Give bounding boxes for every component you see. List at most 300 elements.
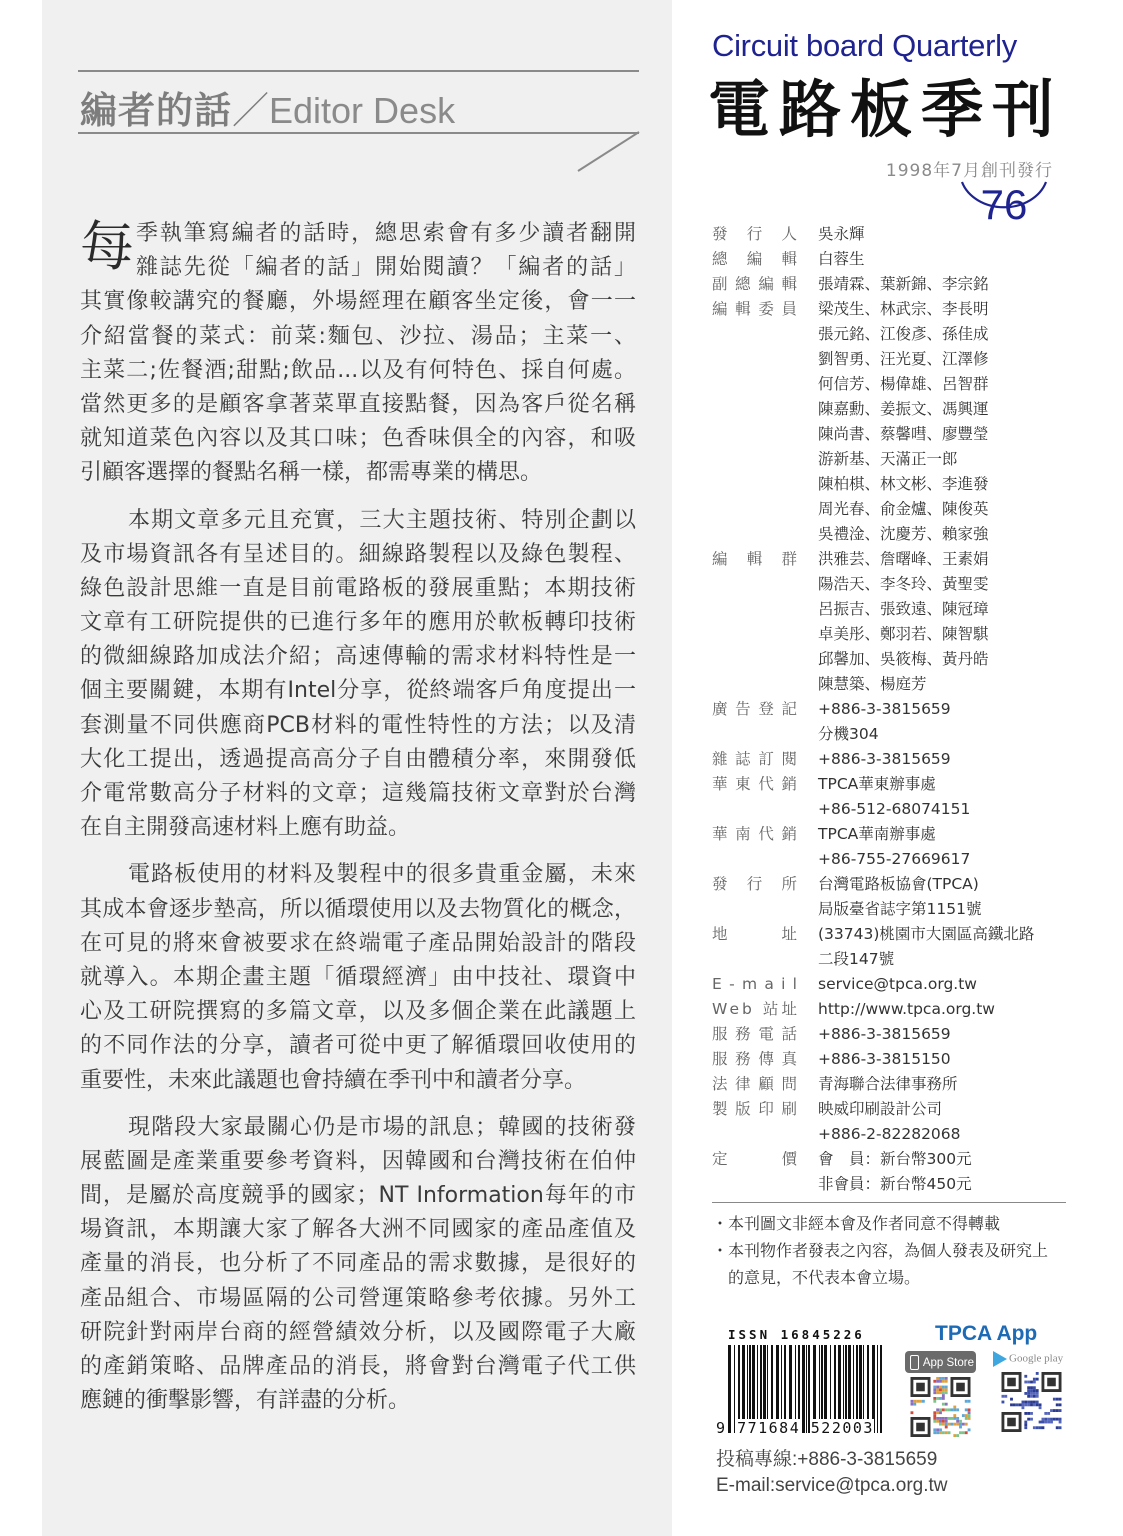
- magazine-title-zh-logo: 電路板季刊: [708, 73, 1064, 146]
- staff-row: [712, 1097, 1072, 1122]
- barcode-bar: [877, 1345, 878, 1433]
- qr-module: [1056, 1418, 1059, 1421]
- article-line: 的微細線路加成法介紹；高速傳輸的需求材料特性是一: [80, 644, 636, 670]
- qr-module: [942, 1394, 945, 1397]
- qr-module: [1056, 1403, 1059, 1406]
- article-line: 介紹當餐的菜式：前菜:麵包、沙拉、湯品；主菜一、: [80, 323, 636, 349]
- qr-module: [948, 1431, 951, 1434]
- article-line: 產品組合、市場區隔的公司營運策略參考依據。另外工: [80, 1285, 636, 1311]
- staff-row: [712, 722, 1072, 747]
- staff-value: +886-3-3815659: [818, 700, 951, 718]
- staff-label-cell: [712, 247, 817, 272]
- qr-module: [962, 1414, 965, 1417]
- staff-label-cell: [712, 422, 797, 447]
- article-line: 引顧客選擇的餐點名稱一樣，都需專業的構思。: [80, 460, 543, 486]
- qr-module: [1059, 1421, 1062, 1424]
- staff-label-cell: [712, 322, 797, 347]
- article-line: 在自主開發高速材料上應有助益。: [80, 815, 411, 841]
- article-paragraph: [80, 504, 636, 846]
- qr-module: [939, 1380, 942, 1383]
- copyright-notes: [712, 1210, 1082, 1291]
- staff-value: http://www.tpca.org.tw: [818, 1000, 995, 1018]
- drop-cap: 每: [80, 215, 134, 278]
- qr-module: [965, 1417, 968, 1420]
- staff-row: [712, 747, 1072, 772]
- article-line: 主菜二;佐餐酒;甜點;飲品...以及有何特色、採自何處。: [80, 357, 636, 383]
- phone-icon: [910, 1355, 919, 1370]
- qr-module: [936, 1377, 939, 1380]
- qr-module: [1059, 1426, 1062, 1429]
- article-line: 在可見的將來會被要求在終端電子產品開始設計的階段: [80, 930, 636, 956]
- qr-module: [1033, 1395, 1036, 1398]
- qr-module: [1010, 1398, 1013, 1401]
- qr-module: [933, 1388, 936, 1391]
- section-title-en: Editor Desk: [269, 90, 456, 131]
- staff-label-cell: [712, 1122, 797, 1147]
- qr-module: [1027, 1389, 1030, 1392]
- qr-module: [1024, 1421, 1027, 1424]
- staff-value: 分機304: [818, 725, 879, 743]
- qr-module: [1024, 1381, 1027, 1384]
- qr-module: [913, 1400, 916, 1403]
- staff-label-cell: [712, 222, 817, 247]
- qr-module: [945, 1408, 948, 1411]
- staff-label-cell: [712, 347, 797, 372]
- article-line: 綠色設計思維一直是目前電路板的發展重點；本期技術: [80, 575, 636, 601]
- article-line: 展藍圖是產業重要參考資料，因韓國和台灣技術在伯仲: [80, 1148, 636, 1174]
- qr-module: [945, 1377, 948, 1380]
- staff-label: 雜誌訂閱: [712, 750, 805, 768]
- staff-row: [712, 497, 1072, 522]
- qr-module: [1042, 1418, 1045, 1421]
- qr-module: [1030, 1395, 1033, 1398]
- qr-module: [939, 1420, 942, 1423]
- qr-module: [959, 1431, 962, 1434]
- staff-label: 製版印刷: [712, 1100, 805, 1118]
- staff-label: 法律顧問: [712, 1075, 805, 1093]
- qr-module: [933, 1428, 936, 1431]
- qr-module: [956, 1408, 959, 1411]
- qr-module: [1004, 1395, 1007, 1398]
- staff-label-cell: [712, 647, 797, 672]
- qr-module: [936, 1397, 939, 1400]
- qr-module: [933, 1420, 936, 1423]
- qr-module: [1036, 1389, 1039, 1392]
- qr-module: [1033, 1426, 1036, 1429]
- staff-label-cell: [712, 772, 805, 797]
- qr-module: [968, 1414, 971, 1417]
- qr-module: [916, 1400, 919, 1403]
- qr-module: [965, 1414, 968, 1417]
- staff-row: [712, 847, 1072, 872]
- qr-module: [1027, 1392, 1030, 1395]
- staff-row: [712, 472, 1072, 497]
- staff-label: 副總編輯: [712, 275, 805, 293]
- qr-module: [936, 1417, 939, 1420]
- qr-module: [1030, 1418, 1033, 1421]
- qr-module: [965, 1400, 968, 1403]
- staff-label-cell: [712, 597, 797, 622]
- staff-row: [712, 547, 1072, 572]
- staff-label-cell: [712, 722, 797, 747]
- staff-list: [712, 222, 1072, 1197]
- google-play-qr-code[interactable]: [1000, 1372, 1063, 1432]
- qr-module: [936, 1420, 939, 1423]
- qr-module: [936, 1391, 939, 1394]
- app-store-qr-code[interactable]: [909, 1377, 972, 1437]
- qr-module: [959, 1426, 962, 1429]
- staff-value: 吳永輝: [818, 225, 865, 243]
- qr-module: [1030, 1401, 1033, 1404]
- staff-row: [712, 1147, 1072, 1172]
- staff-row: [712, 1022, 1072, 1047]
- qr-module: [948, 1408, 951, 1411]
- staff-row: [712, 672, 1072, 697]
- qr-module: [1039, 1406, 1042, 1409]
- staff-label-cell: [712, 747, 805, 772]
- qr-module: [948, 1417, 951, 1420]
- qr-module: [956, 1423, 959, 1426]
- staff-row: [712, 247, 1072, 272]
- note-disclaimer: ・本刊物作者發表之內容，為個人發表及研究上: [712, 1241, 1049, 1260]
- qr-module: [1033, 1378, 1036, 1381]
- qr-module: [951, 1423, 954, 1426]
- qr-module: [1027, 1386, 1030, 1389]
- app-title: TPCA App: [935, 1322, 1038, 1345]
- staff-label: E-mail: [712, 975, 805, 993]
- google-play-badge[interactable]: [993, 1351, 1063, 1367]
- qr-module: [936, 1388, 939, 1391]
- qr-finder: [1047, 1378, 1056, 1387]
- qr-module: [939, 1431, 942, 1434]
- qr-module: [945, 1417, 948, 1420]
- qr-module: [1039, 1421, 1042, 1424]
- qr-module: [953, 1408, 956, 1411]
- staff-value: 劉智勇、汪光夏、江澤修: [818, 350, 989, 368]
- qr-module: [913, 1403, 916, 1406]
- staff-value: 邱馨加、吳筱梅、黃丹皓: [818, 650, 989, 668]
- article-line: 電路板使用的材料及製程中的很多貴重金屬，未來: [128, 862, 636, 888]
- staff-value: 陳柏棋、林文彬、李進發: [818, 475, 989, 493]
- qr-module: [939, 1386, 942, 1389]
- qr-module: [1036, 1378, 1039, 1381]
- staff-value: 二段147號: [818, 950, 895, 968]
- note-reprint: ・本刊圖文非經本會及作者同意不得轉載: [712, 1214, 1001, 1233]
- qr-module: [1044, 1412, 1047, 1415]
- qr-module: [933, 1386, 936, 1389]
- staff-value: +886-3-3815659: [818, 1025, 951, 1043]
- staff-value: 映威印刷設計公司: [818, 1100, 943, 1118]
- qr-module: [1024, 1423, 1027, 1426]
- qr-module: [1030, 1386, 1033, 1389]
- qr-finder: [1007, 1418, 1016, 1427]
- article-paragraph: [80, 858, 636, 1097]
- qr-module: [945, 1423, 948, 1426]
- staff-row: [712, 297, 1072, 322]
- barcode-digits-b: 522003: [810, 1419, 874, 1437]
- qr-module: [1036, 1403, 1039, 1406]
- article-line: 文章有工研院提供的已進行多年的應用於軟板轉印技術: [80, 610, 636, 636]
- qr-module: [945, 1420, 948, 1423]
- staff-value: 會 員：新台幣300元: [818, 1150, 972, 1168]
- staff-label-cell: [712, 1047, 805, 1072]
- qr-module: [1044, 1421, 1047, 1424]
- qr-module: [1036, 1401, 1039, 1404]
- staff-value: service@tpca.org.tw: [818, 975, 977, 993]
- staff-label: 總編輯: [712, 250, 817, 268]
- staff-label-cell: [712, 447, 797, 472]
- qr-module: [1036, 1395, 1039, 1398]
- staff-row: [712, 572, 1072, 597]
- qr-module: [1050, 1421, 1053, 1424]
- qr-module: [939, 1408, 942, 1411]
- qr-module: [1033, 1401, 1036, 1404]
- qr-module: [942, 1408, 945, 1411]
- qr-module: [962, 1423, 965, 1426]
- staff-label: 華東代銷: [712, 775, 805, 793]
- qr-module: [942, 1377, 945, 1380]
- staff-row: [712, 397, 1072, 422]
- qr-module: [945, 1388, 948, 1391]
- qr-module: [1002, 1401, 1005, 1404]
- qr-module: [936, 1411, 939, 1414]
- section-title-slash: ／: [232, 89, 269, 132]
- qr-module: [968, 1428, 971, 1431]
- qr-module: [945, 1431, 948, 1434]
- staff-row: [712, 872, 1072, 897]
- qr-module: [1033, 1381, 1036, 1384]
- submission-email: E-mail:service@tpca.org.tw: [716, 1475, 948, 1496]
- qr-module: [945, 1403, 948, 1406]
- article-line: 就知道菜色內容以及其口味；色香味俱全的內容，和吸: [80, 426, 636, 452]
- qr-module: [939, 1391, 942, 1394]
- google-play-label: Google play: [1009, 1352, 1064, 1365]
- staff-row: [712, 1122, 1072, 1147]
- qr-module: [959, 1420, 962, 1423]
- qr-module: [1042, 1421, 1045, 1424]
- staff-label: 定價: [712, 1150, 851, 1168]
- staff-label-cell: [712, 797, 797, 822]
- staff-value: +86-512-68074151: [818, 800, 971, 818]
- qr-module: [933, 1400, 936, 1403]
- qr-module: [939, 1397, 942, 1400]
- app-store-badge[interactable]: [905, 1351, 976, 1373]
- qr-module: [1039, 1426, 1042, 1429]
- staff-label-cell: [712, 272, 805, 297]
- staff-value: 呂振吉、張致遠、陳冠璋: [818, 600, 989, 618]
- qr-finder: [956, 1383, 965, 1392]
- staff-label-cell: [712, 672, 797, 697]
- qr-module: [965, 1431, 968, 1434]
- qr-module: [968, 1417, 971, 1420]
- qr-module: [1024, 1392, 1027, 1395]
- barcode-digit-lead: 9: [716, 1419, 727, 1437]
- qr-module: [1053, 1409, 1056, 1412]
- article-line: 研院針對兩岸台商的經營績效分析，以及國際電子大廠: [80, 1319, 636, 1345]
- staff-row: [712, 372, 1072, 397]
- staff-value: 吳禮淦、沈慶芳、賴家強: [818, 525, 989, 543]
- qr-module: [942, 1397, 945, 1400]
- staff-row: [712, 597, 1072, 622]
- staff-label-cell: [712, 372, 797, 397]
- staff-value: 局版臺省誌字第1151號: [818, 900, 982, 918]
- staff-label-cell: [712, 697, 805, 722]
- qr-module: [933, 1414, 936, 1417]
- qr-module: [936, 1431, 939, 1434]
- staff-label-cell: [712, 1097, 805, 1122]
- qr-module: [942, 1417, 945, 1420]
- qr-module: [942, 1386, 945, 1389]
- staff-row: [712, 697, 1072, 722]
- magazine-title-en: Circuit board Quarterly: [712, 28, 1017, 63]
- staff-row: [712, 922, 1072, 947]
- article-paragraph: [80, 217, 636, 491]
- article-line: 場資訊，本期讓大家了解各大洲不同國家的產品產值及: [80, 1217, 636, 1243]
- qr-module: [1059, 1409, 1062, 1412]
- play-triangle-icon: [993, 1351, 1007, 1367]
- qr-module: [1053, 1398, 1056, 1401]
- qr-module: [939, 1423, 942, 1426]
- article-line: 其成本會逐步墊高，所以循環使用以及去物質化的概念，: [80, 896, 636, 922]
- qr-module: [965, 1423, 968, 1426]
- qr-module: [1024, 1401, 1027, 1404]
- app-store-label: App Store: [922, 1357, 974, 1369]
- article-line: 當然更多的是顧客拿著菜單直接點餐，因為客戶從名稱: [80, 391, 636, 417]
- issue-number: 76: [980, 181, 1028, 228]
- qr-module: [1039, 1403, 1042, 1406]
- qr-module: [936, 1380, 939, 1383]
- staff-label: Web 站址: [712, 1000, 801, 1018]
- qr-module: [948, 1423, 951, 1426]
- staff-row: [712, 797, 1072, 822]
- section-title: [80, 80, 455, 134]
- qr-module: [1030, 1403, 1033, 1406]
- staff-label: 地址: [712, 925, 851, 943]
- staff-value: TPCA華南辦事處: [818, 825, 936, 843]
- staff-row: [712, 1172, 1072, 1197]
- qr-module: [1033, 1389, 1036, 1392]
- staff-value: 梁茂生、林武宗、李長明: [818, 300, 989, 318]
- qr-module: [1030, 1381, 1033, 1384]
- qr-module: [1022, 1403, 1025, 1406]
- barcode-bar: [880, 1345, 882, 1433]
- staff-label-cell: [712, 1172, 797, 1197]
- qr-module: [1036, 1426, 1039, 1429]
- title-diagonal-rule: [575, 130, 641, 174]
- staff-label: 服務電話: [712, 1025, 805, 1043]
- qr-module: [1033, 1386, 1036, 1389]
- staff-value: 非會員：新台幣450元: [818, 1175, 972, 1193]
- qr-module: [911, 1403, 914, 1406]
- qr-module: [1047, 1418, 1050, 1421]
- title-top-rule: [78, 70, 639, 72]
- qr-module: [945, 1386, 948, 1389]
- qr-module: [942, 1423, 945, 1426]
- staff-value: 青海聯合法律事務所: [818, 1075, 958, 1093]
- issn-label: ISSN 16845226: [728, 1327, 865, 1342]
- article-line: 重要性，未來此議題也會持續在季刊中和讀者分享。: [80, 1067, 587, 1093]
- staff-label-cell: [712, 822, 805, 847]
- staff-value: 陳慧築、楊庭芳: [818, 675, 927, 693]
- staff-label: 服務傳真: [712, 1050, 805, 1068]
- qr-module: [1022, 1401, 1025, 1404]
- qr-module: [1024, 1412, 1027, 1415]
- staff-row: [712, 447, 1072, 472]
- staff-row: [712, 272, 1072, 297]
- qr-module: [933, 1411, 936, 1414]
- qr-module: [942, 1380, 945, 1383]
- staff-label: 發行所: [712, 875, 817, 893]
- staff-value: TPCA華東辦事處: [818, 775, 936, 793]
- qr-module: [965, 1408, 968, 1411]
- staff-label-cell: [712, 897, 797, 922]
- article-line: 現階段大家最關心仍是市場的訊息；韓國的技術發: [128, 1114, 636, 1140]
- qr-module: [956, 1434, 959, 1437]
- article-line: 套測量不同供應商PCB材料的電性特性的方法；以及清: [80, 712, 636, 738]
- qr-module: [951, 1408, 954, 1411]
- article-line: 其實像較講究的餐廳，外場經理在顧客坐定後，會一一: [80, 289, 636, 315]
- staff-value: 洪雅芸、詹曙峰、王素娟: [818, 550, 989, 568]
- staff-label-cell: [712, 297, 805, 322]
- staff-row: [712, 1072, 1072, 1097]
- article-line: 雜誌先從「編者的話」開始閱讀？「編者的話」: [136, 255, 636, 281]
- qr-module: [1047, 1421, 1050, 1424]
- article-line: 大化工提出，透過提高高分子自由體積分率，來開發低: [80, 746, 636, 772]
- article-paragraph: [80, 1111, 636, 1419]
- qr-module: [911, 1411, 914, 1414]
- qr-module: [1044, 1418, 1047, 1421]
- qr-module: [1027, 1401, 1030, 1404]
- staff-label: 發行人: [712, 225, 817, 243]
- barcode-digits: [716, 1419, 874, 1437]
- qr-module: [911, 1400, 914, 1403]
- staff-label-cell: [712, 1022, 805, 1047]
- qr-module: [939, 1417, 942, 1420]
- qr-module: [936, 1408, 939, 1411]
- qr-module: [1013, 1403, 1016, 1406]
- qr-module: [1027, 1395, 1030, 1398]
- staff-row: [712, 347, 1072, 372]
- article-line: 間，是屬於高度競爭的國家；NT Information每年的市: [80, 1183, 636, 1209]
- staff-label-cell: [712, 572, 797, 597]
- qr-module: [942, 1388, 945, 1391]
- staff-value: (33743)桃園市大園區高鐵北路: [818, 925, 1035, 943]
- section-title-zh: 編者的話: [80, 89, 232, 132]
- notes-divider: [712, 1202, 1066, 1203]
- staff-value: 周光春、俞金爐、陳俊英: [818, 500, 989, 518]
- qr-module: [933, 1380, 936, 1383]
- qr-module: [933, 1417, 936, 1420]
- qr-module: [953, 1434, 956, 1437]
- qr-module: [939, 1411, 942, 1414]
- qr-module: [1050, 1418, 1053, 1421]
- staff-row: [712, 422, 1072, 447]
- barcode-digits-a: 771684: [737, 1419, 801, 1437]
- qr-module: [1059, 1403, 1062, 1406]
- staff-row: [712, 222, 1072, 247]
- staff-label-cell: [712, 972, 805, 997]
- qr-module: [1030, 1392, 1033, 1395]
- staff-label-cell: [712, 922, 851, 947]
- staff-label-cell: [712, 947, 797, 972]
- qr-module: [945, 1391, 948, 1394]
- staff-value: 白蓉生: [818, 250, 865, 268]
- qr-module: [1027, 1418, 1030, 1421]
- staff-label: 廣告登記: [712, 700, 805, 718]
- qr-finder: [916, 1383, 925, 1392]
- qr-module: [939, 1388, 942, 1391]
- editor-article: [80, 217, 636, 1431]
